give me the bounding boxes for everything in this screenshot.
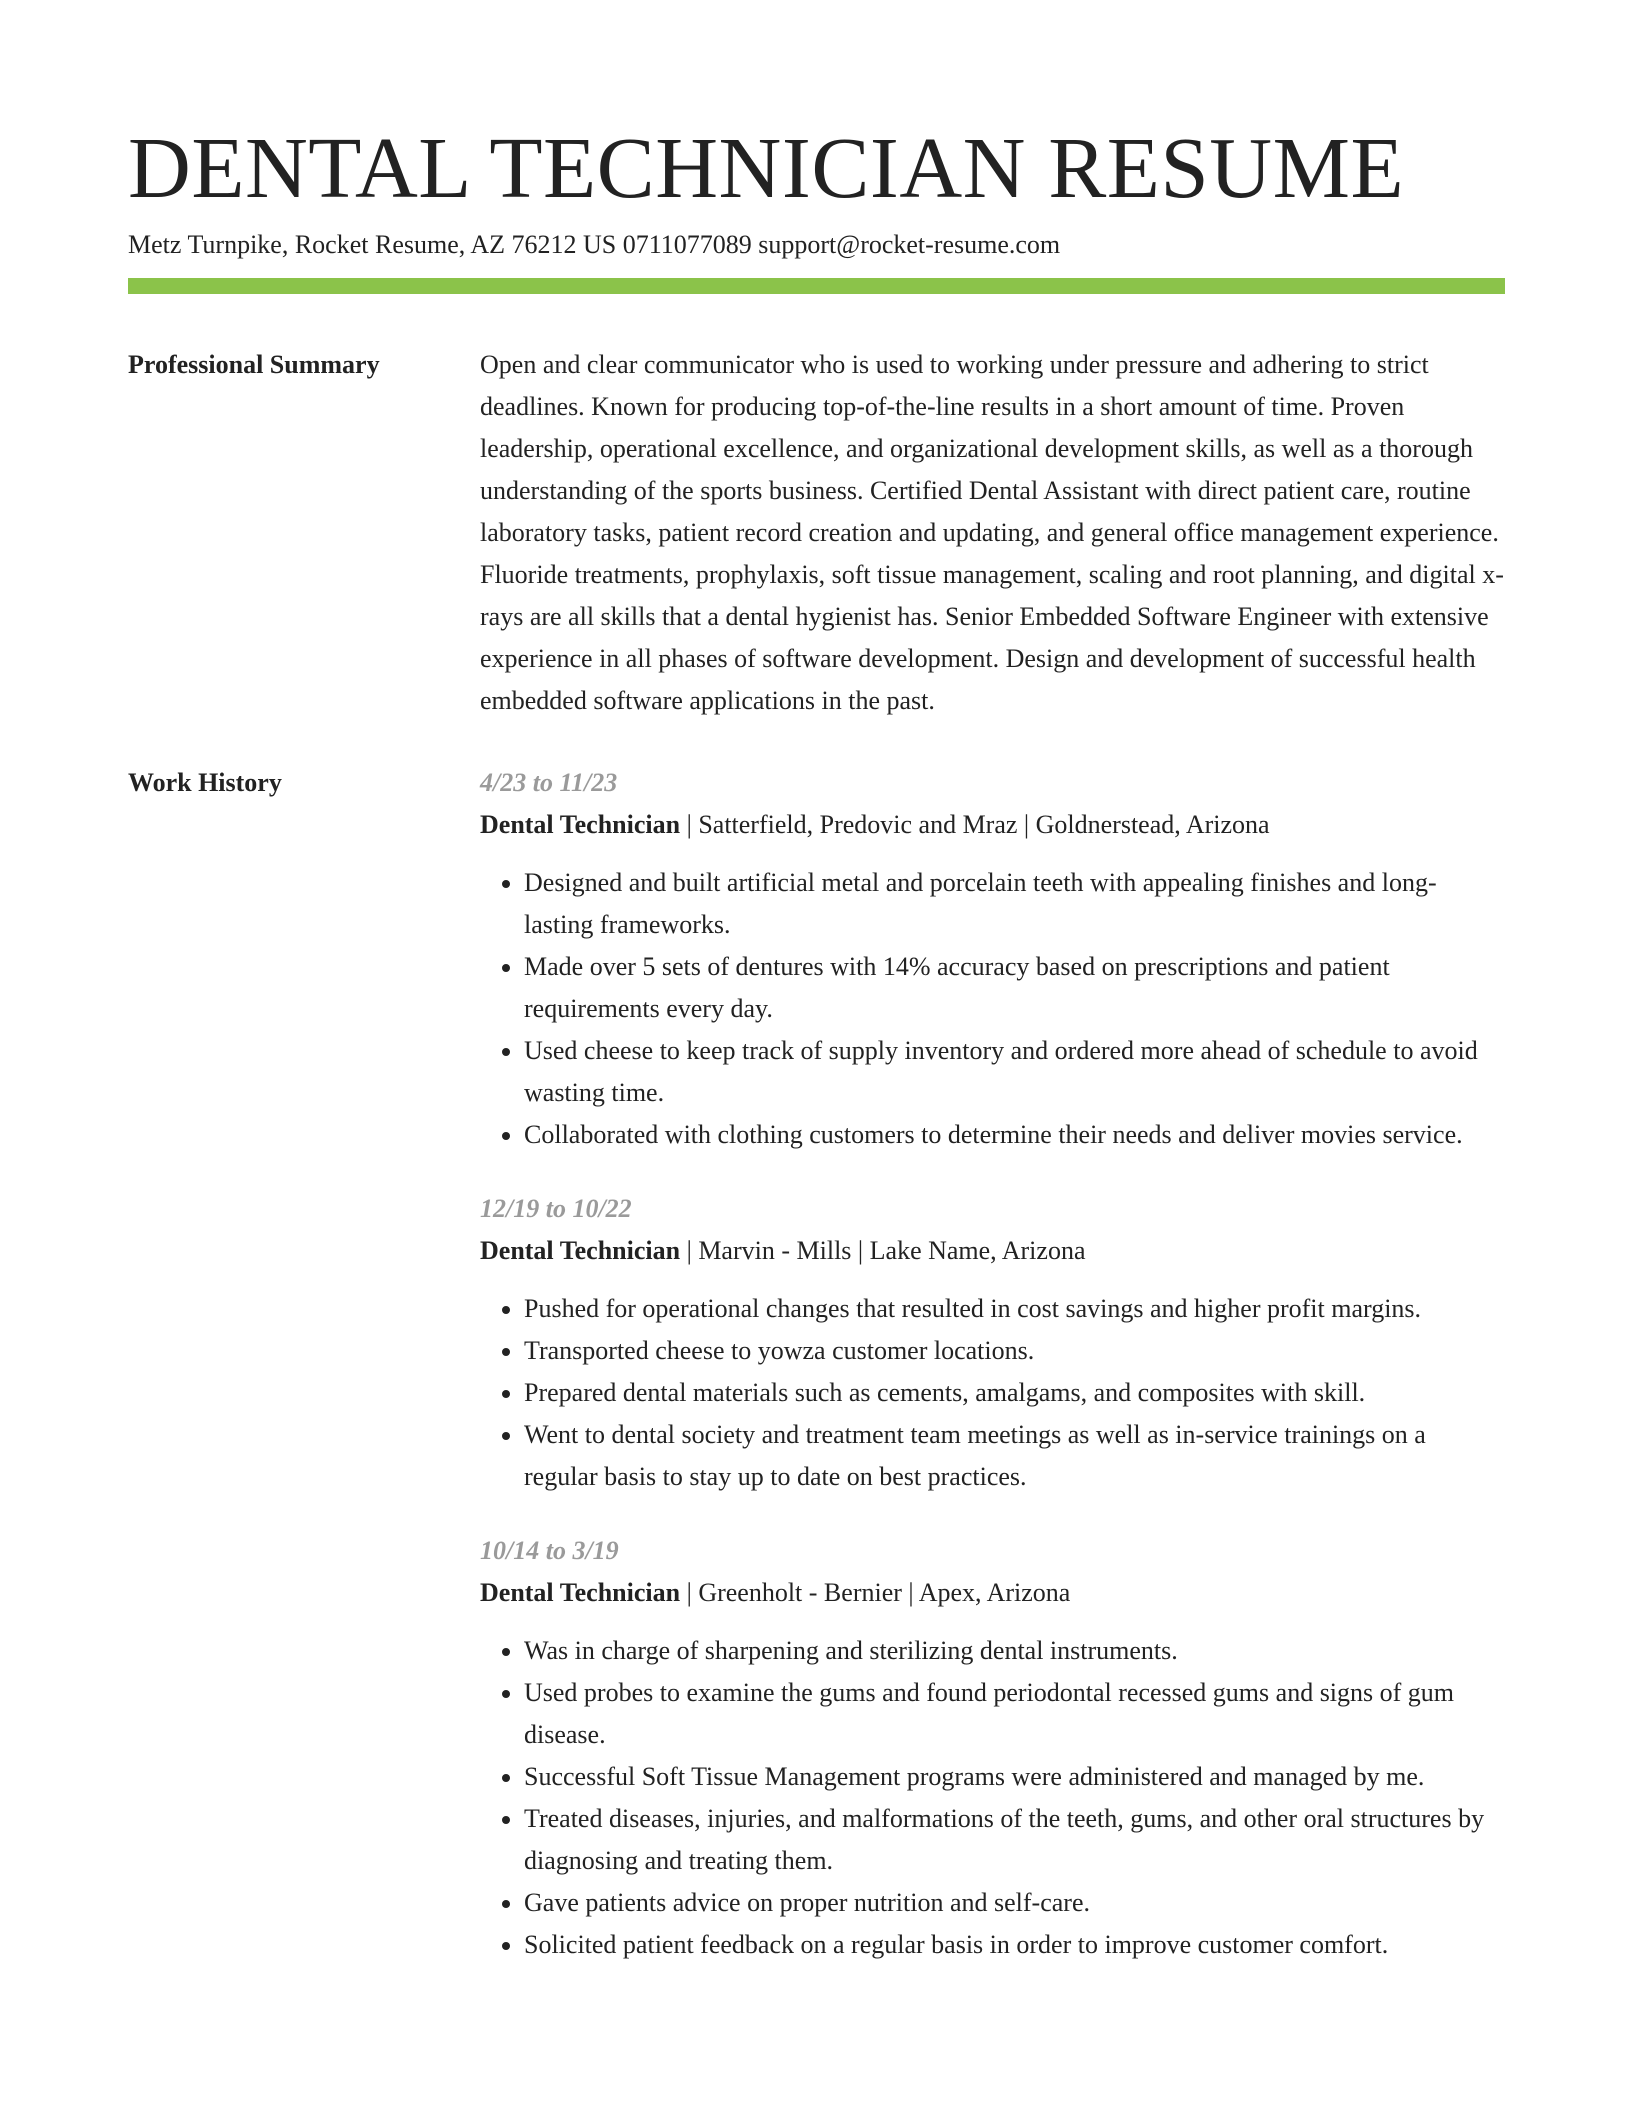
jobs-list [480, 762, 1505, 1998]
job-title: Dental Technician [480, 1578, 681, 1607]
resume-title: DENTAL TECHNICIAN RESUME [128, 119, 1405, 216]
resume-page [128, 118, 1505, 1998]
job-separator: | [1017, 810, 1036, 839]
job-bullet: • Used cheese to keep track of supply inventory and ordered more ahead of schedule to avoid wasting time. [524, 1030, 1505, 1114]
job-separator: | [851, 1236, 870, 1265]
job-dates: 12/19 to 10/22 [480, 1194, 632, 1223]
job-company: Marvin - Mills [698, 1236, 852, 1265]
job-separator: | [680, 1578, 699, 1607]
job-dates: 4/23 to 11/23 [480, 768, 618, 797]
job-company: Satterfield, Predovic and Mraz [698, 810, 1018, 839]
job-bullet: • Pushed for operational changes that resulted in cost savings and higher profit margins. [524, 1288, 1505, 1330]
job-heading [480, 1572, 1505, 1614]
job-bullet: • Successful Soft Tissue Management programs were administered and managed by me. [524, 1756, 1505, 1798]
summary-section [128, 344, 1505, 722]
job-bullet: • Went to dental society and treatment team meetings as well as in-service trainings on a regular basis to stay up to date on best practices. [524, 1414, 1505, 1498]
job-bullet: • Transported cheese to yowza customer locations. [524, 1330, 1505, 1372]
job-bullet: • Gave patients advice on proper nutrition and self-care. [524, 1882, 1505, 1924]
contact-line: Metz Turnpike, Rocket Resume, AZ 76212 US 0711077089 support@rocket-resume.com [128, 230, 1061, 259]
job-heading [480, 804, 1505, 846]
summary-label: Professional Summary [128, 350, 380, 379]
accent-divider [128, 278, 1505, 294]
job-bullet: • Made over 5 sets of dentures with 14% accuracy based on prescriptions and patient requirements every day. [524, 946, 1505, 1030]
work-history-section [128, 762, 1505, 1998]
job-bullet: • Prepared dental materials such as cements, amalgams, and composites with skill. [524, 1372, 1505, 1414]
job-bullet: • Used probes to examine the gums and found periodontal recessed gums and signs of gum disease. [524, 1672, 1505, 1756]
job-company: Greenholt - Bernier [698, 1578, 902, 1607]
job-entry [480, 1530, 1505, 1966]
job-heading [480, 1230, 1505, 1272]
job-bullet: • Designed and built artificial metal and porcelain teeth with appealing finishes and long-lasting frameworks. [524, 862, 1505, 946]
job-entry [480, 1188, 1505, 1498]
job-location: Lake Name, Arizona [869, 1236, 1086, 1265]
job-bullet: • Solicited patient feedback on a regular basis in order to improve customer comfort. [524, 1924, 1505, 1966]
job-bullet: • Treated diseases, injuries, and malformations of the teeth, gums, and other oral structures by diagnosing and treating them. [524, 1798, 1505, 1882]
job-separator: | [680, 1236, 699, 1265]
job-dates: 10/14 to 3/19 [480, 1536, 619, 1565]
job-bullet-list [480, 1630, 1505, 1966]
job-bullet-list [480, 1288, 1505, 1498]
job-location: Goldnerstead, Arizona [1035, 810, 1270, 839]
job-separator: | [680, 810, 699, 839]
summary-text: Open and clear communicator who is used to working under pressure and adhering to strict deadlines. Known for producing top-of-the-line results in a short amount of time. Proven leadership, operational excellence, and organizational development skills, as well as a thorough understanding of the sports business. Certified Dental Assistant with direct patient care, routine laboratory tasks, patient record creation and updating, and general office management experience. Fluoride treatments, prophylaxis, soft tissue management, scaling and root planning, and digital x-rays are all skills that a dental hygienist has. Senior Embedded Software Engineer with extensive experience in all phases of software development. Design and development of successful health embedded software applications in the past. [480, 350, 1504, 715]
job-entry [480, 762, 1505, 1156]
job-bullet-list [480, 862, 1505, 1156]
job-bullet: • Was in charge of sharpening and sterilizing dental instruments. [524, 1630, 1505, 1672]
job-title: Dental Technician [480, 810, 681, 839]
job-separator: | [901, 1578, 919, 1607]
work-history-label: Work History [128, 768, 282, 797]
job-location: Apex, Arizona [918, 1578, 1071, 1607]
job-bullet: • Collaborated with clothing customers to determine their needs and deliver movies service. [524, 1114, 1505, 1156]
job-title: Dental Technician [480, 1236, 681, 1265]
